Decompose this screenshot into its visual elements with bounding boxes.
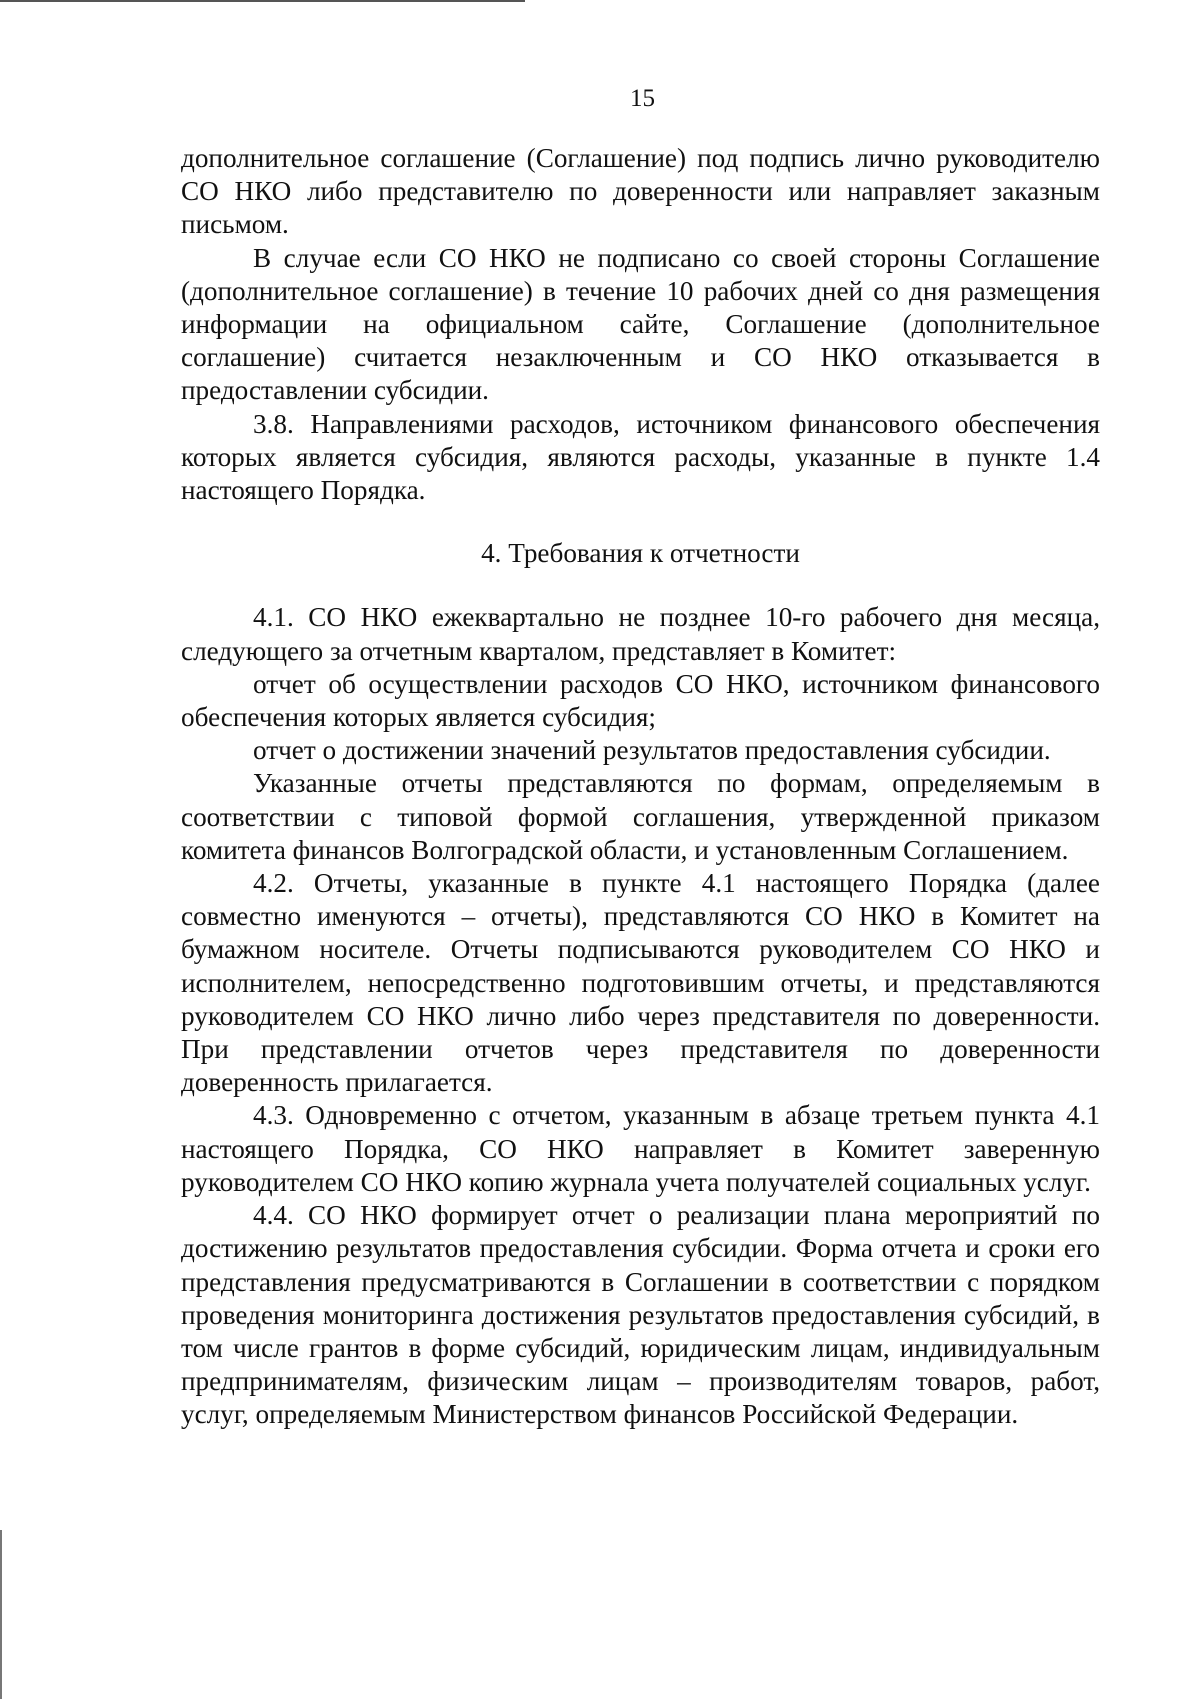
page-number: 15 — [630, 85, 655, 112]
paragraph-3-8: 3.8. Направлениями расходов, источником финансового обеспечения которых является субсидия, являются расходы, указанные в пункте 1.4 настоящего Порядка. — [181, 408, 1100, 506]
section-heading: 4. Требования к отчетности — [481, 538, 800, 569]
paragraph-4-1: 4.1. СО НКО ежеквартально не позднее 10-го рабочего дня месяца, следующего за отчетным кварталом, представляет в Комитет: — [181, 602, 1100, 666]
paragraph-4-3: 4.3. Одновременно с отчетом, указанным в абзаце третьем пункта 4.1 настоящего Порядка, СО НКО направляет в Комитет заверенную руководителем СО НКО копию журнала учета получателей социальных услуг. — [181, 1100, 1100, 1197]
document-body — [181, 142, 1100, 1432]
paragraph-results-report: отчет о достижении значений результатов предоставления субсидии. — [253, 735, 1051, 766]
scan-top-edge-line — [0, 0, 525, 2]
paragraph-4-2: 4.2. Отчеты, указанные в пункте 4.1 настоящего Порядка (далее совместно именуются – отчеты), представляются СО НКО в Комитет на бумажном носителе. Отчеты подписываются руководителем СО НКО и исполнителем, непосредственно подготовившим отчеты, и представляются руководителем СО НКО лично либо через представителя по доверенности. При представлении отчетов через представителя по доверенности доверенность прилагается. — [181, 868, 1100, 1098]
paragraph-unsigned-agreement: В случае если СО НКО не подписано со своей стороны Соглашение (дополнительное соглашение) в течение 10 рабочих дней со дня размещения информации на официальном сайте, Соглашение (дополнительное соглашение) считается незаключенным и СО НКО отказывается в предоставлении субсидии. — [181, 242, 1100, 406]
paragraph-4-4: 4.4. СО НКО формирует отчет о реализации плана мероприятий по достижению результатов предоставления субсидии. Форма отчета и сроки его представления предусматриваются в Соглашении в соответствии с порядком проведения мониторинга достижения результатов предоставления субсидий, в том числе грантов в форме субсидий, юридическим лицам, индивидуальным предпринимателям, физическим лицам – производителям товаров, работ, услуг, определяемым Министерством финансов Российской Федерации. — [181, 1200, 1100, 1430]
scan-left-edge-shadow — [0, 1530, 2, 1699]
paragraph-continuation: дополнительное соглашение (Соглашение) под подпись лично руководителю СО НКО либо представителю по доверенности или направляет заказным письмом. — [181, 143, 1100, 240]
paragraph-expense-report: отчет об осуществлении расходов СО НКО, источником финансового обеспечения которых является субсидия; — [181, 668, 1100, 733]
paragraph-report-forms: Указанные отчеты представляются по формам, определяемым в соответствии с типовой формой соглашения, утвержденной приказом комитета финансов Волгоградской области, и установленным Соглашением. — [181, 768, 1100, 865]
